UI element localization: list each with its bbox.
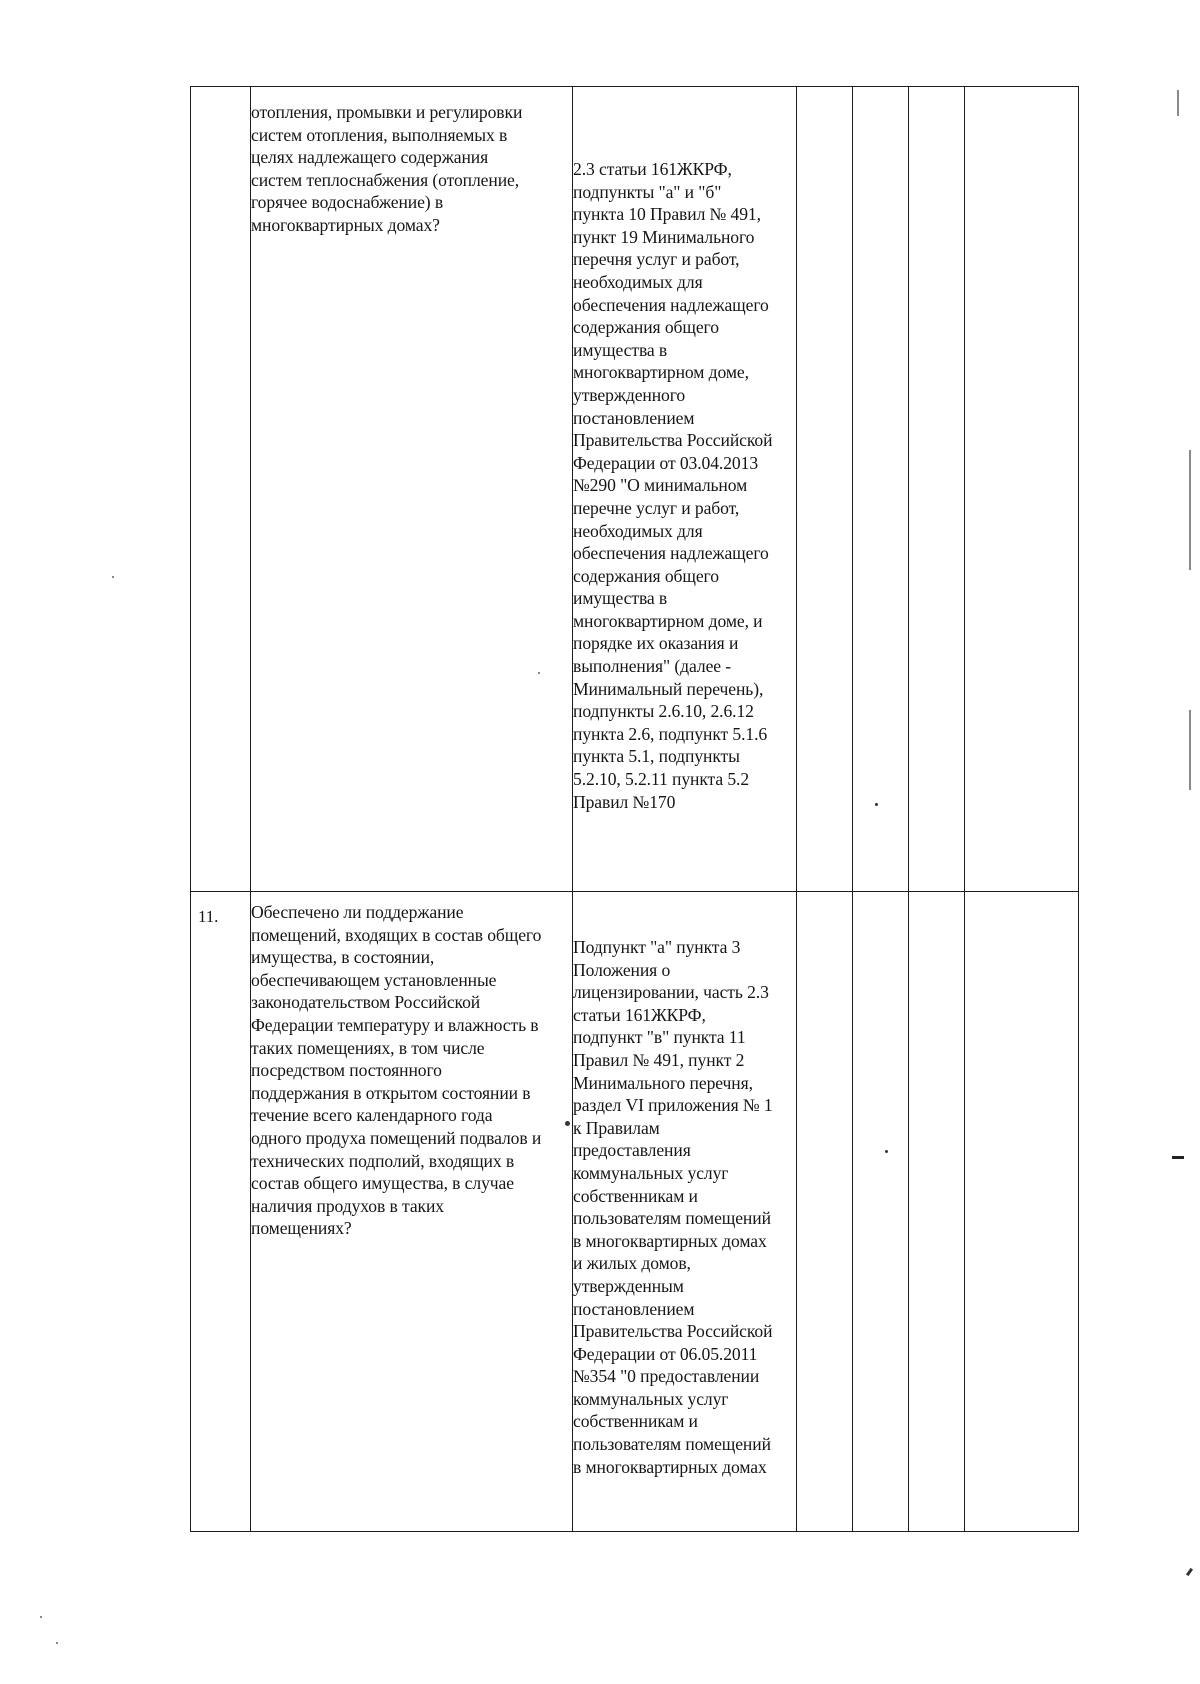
scan-mark bbox=[538, 672, 540, 674]
column-border bbox=[852, 86, 853, 1532]
column-border bbox=[190, 86, 191, 1532]
legal-basis-text: Подпункт "а" пункта 3 Положения о лицензировании, часть 2.3 статьи 161ЖКРФ, подпункт "в" пункта 11 Правил № 491, пункт 2 Минимального перечня, раздел VI приложения № 1 к Правилам предоставления коммунальных услуг собственникам и пользователям помещений в многоквартирных домах и жилых домов, утвержденным постановлением Правительства Российской Федерации от 06.05.2011 №354 "0 предоставлении коммунальных услуг собственникам и пользователям помещений в многоквартирных домах bbox=[573, 937, 773, 1477]
question-text: отопления, промывки и регулировки систем отопления, выполняемых в целях надлежащего содержания систем теплоснабжения (отопление, горячее водоснабжение) в многоквартирных домах? bbox=[251, 102, 523, 235]
scan-edge bbox=[1189, 710, 1191, 790]
row-number: 11. bbox=[198, 907, 219, 926]
scan-mark bbox=[1172, 1156, 1184, 1159]
column-border bbox=[964, 86, 965, 1532]
scan-mark bbox=[1186, 1568, 1193, 1576]
column-border bbox=[796, 86, 797, 1532]
column-border bbox=[908, 86, 909, 1532]
checklist-table bbox=[190, 86, 1079, 1532]
scan-mark bbox=[885, 1150, 888, 1153]
column-border bbox=[250, 86, 251, 1532]
column-border bbox=[1078, 86, 1079, 1532]
scan-mark bbox=[565, 1121, 570, 1126]
scan-edge bbox=[1189, 450, 1191, 570]
scan-edge bbox=[1177, 90, 1179, 116]
scan-mark bbox=[875, 803, 878, 806]
table-bottom-border bbox=[190, 1531, 1079, 1532]
scan-mark bbox=[112, 576, 114, 578]
row-separator bbox=[190, 891, 1079, 892]
scan-mark bbox=[56, 1642, 58, 1644]
question-text: Обеспечено ли поддержание помещений, входящих в состав общего имущества, в состоянии, обеспечивающем установленные законодательством Российской Федерации температуру и влажность в таких помещениях, в том числе посредством постоянного поддержания в открытом состоянии в течение всего календарного года одного продуха помещений подвалов и технических подполий, входящих в состав общего имущества, в случае наличия продухов в таких помещениях? bbox=[251, 902, 542, 1239]
legal-basis-text: 2.3 статьи 161ЖКРФ, подпункты "а" и "б" пункта 10 Правил № 491, пункт 19 Минимального перечня услуг и работ, необходимых для обеспечения надлежащего содержания общего имущества в многоквартирном доме, утвержденного постановлением Правительства Российской Федерации от 03.04.2013 №290 "О минимальном перечне услуг и работ, необходимых для обеспечения надлежащего содержания общего имущества в многоквартирном доме, и порядке их оказания и выполнения" (далее - Минимальный перечень), подпункты 2.6.10, 2.6.12 пункта 2.6, подпункт 5.1.6 пункта 5.1, подпункты 5.2.10, 5.2.11 пункта 5.2 Правил №170 bbox=[573, 159, 773, 812]
table-top-border bbox=[190, 86, 1079, 87]
scan-mark bbox=[40, 1616, 42, 1618]
